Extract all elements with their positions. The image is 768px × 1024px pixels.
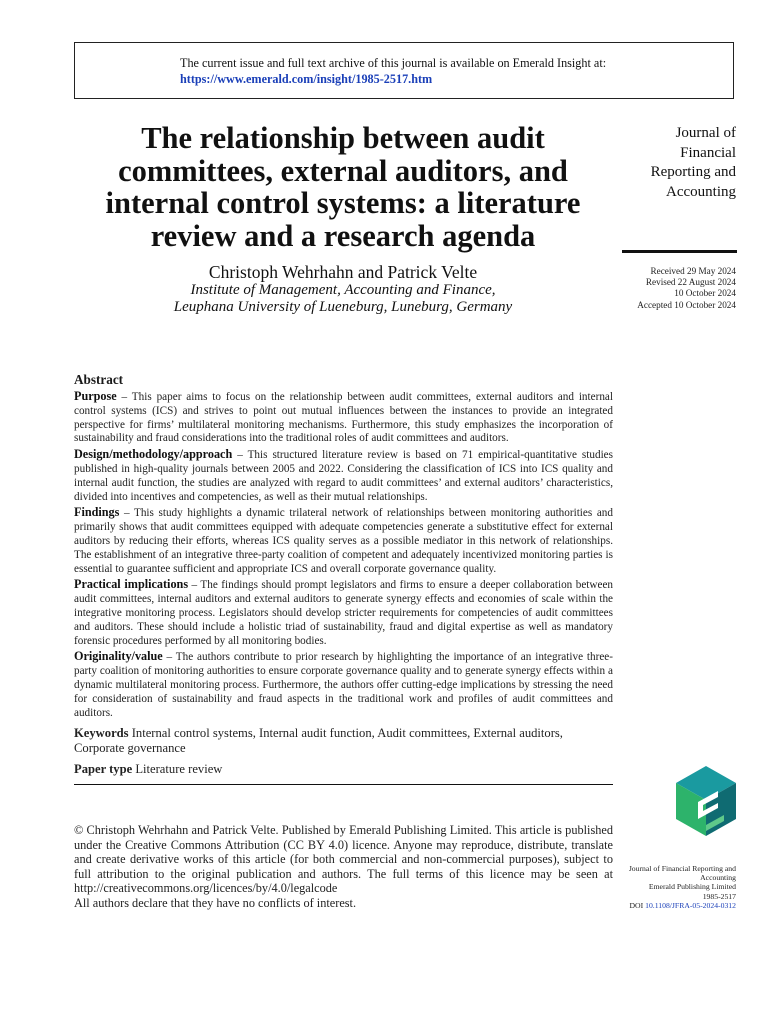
abstract-heading: Abstract	[74, 372, 124, 387]
journal-name-line: Financial	[680, 144, 736, 161]
journal-metadata	[629, 864, 736, 910]
paper-type-label: Paper type	[74, 762, 133, 777]
journal-name-line: Reporting and	[650, 164, 736, 180]
journal-divider	[622, 250, 737, 253]
journal-name-line: Accounting	[666, 183, 736, 200]
section-text: – This structured literature review is based on 71 empirical-quantitative studies published in high-quality journals between 2005 and 2022. Considering the classification of ICS into ICS quality and internal audit function, the studies are analyzed with regard to audit committees’ and external auditors’ characteristics, divided into incentives and competencies, as well as their mutual relationships.	[74, 449, 613, 503]
journal-meta-line: Accounting	[700, 873, 736, 883]
title-line: internal control systems: a literature	[105, 186, 581, 220]
doi-line	[629, 901, 736, 910]
section-label: Purpose	[74, 389, 117, 403]
title-line: The relationship between audit	[141, 121, 545, 155]
article-title	[74, 122, 612, 252]
emerald-logo-icon	[674, 765, 738, 837]
keywords-text: Internal control systems, Internal audit function, Audit committees, External auditors, Corporate governance	[74, 726, 563, 756]
abstract-originality	[74, 650, 613, 720]
section-text: – The findings should prompt legislators and firms to ensure a deeper collaboration between audit committees, internal auditors and external auditors to generate synergy effects and economies of scale within the integrative monitoring process. Legislators should develop stricter requirements for competencies of audit committees and auditors. These should include a holistic triad of sustainability, fraud and digital expertise as well as mandatory forensic procedures performed by all monitoring bodies.	[74, 579, 614, 647]
paper-type-text: Literature review	[132, 762, 223, 777]
abstract-purpose	[74, 390, 613, 446]
section-text: – This study highlights a dynamic trilateral network of relationships between monitoring authorities and primarily shows that audit committees equipped with adequate competencies generate a substitutive effect for external auditors by reducing their efforts, whereas ICS quality serves as a possible mediator in this network of relationships. The establishment of an integrative three-party coalition of competent and adequately incentivized monitoring parties is essential to guarantee sufficient and appropriate ICS and overall corporate governance quality.	[74, 507, 613, 575]
doi-link[interactable]: 10.1108/JFRA-05-2024-0312	[645, 900, 736, 910]
revised-date: Revised 22 August 2024	[645, 277, 736, 288]
abstract-divider	[74, 784, 613, 785]
abstract-section	[74, 372, 613, 785]
licence-notice	[74, 823, 613, 911]
paper-type	[74, 762, 613, 777]
section-label: Practical implications	[74, 577, 189, 592]
accepted-date: Accepted 10 October 2024	[637, 299, 736, 310]
section-text: – The authors contribute to prior research by highlighting the importance of an integrative three-party coalition of monitoring authorities to ensure corporate governance quality and to generate synergy effects within a dynamic multilateral monitoring process. Furthermore, the authors offer cutting-edge implications by stressing the need for consideration of sustainability and fraud aspects in the traditional work and profiles of audit committees and auditors.	[74, 651, 613, 719]
journal-name-line: Journal of	[675, 125, 736, 141]
licence-text: © Christoph Wehrhahn and Patrick Velte. Published by Emerald Publishing Limited. This article is published under the Creative Commons Attribution (CC BY 4.0) licence. Anyone may reproduce, distribute, translate and create derivative works of this article (for both commercial and non-commercial purposes), subject to full attribution to the original publication and authors. The full terms of this licence may be seen at http://creativecommons.org/licences/by/4.0/legalcode	[74, 823, 613, 896]
received-date: Received 29 May 2024	[650, 266, 736, 276]
publisher: Emerald Publishing Limited	[648, 882, 736, 892]
journal-name	[651, 124, 736, 202]
author-names: Christoph Wehrhahn and Patrick Velte	[208, 262, 478, 282]
title-line: review and a research agenda	[150, 218, 536, 253]
section-label: Findings	[74, 505, 120, 520]
journal-archive-link[interactable]: https://www.emerald.com/insight/1985-2517.htm	[180, 72, 433, 86]
access-notice-text: The current issue and full text archive of this journal is available on Emerald Insight at:	[180, 56, 607, 70]
journal-meta-line: Journal of Financial Reporting and	[628, 864, 736, 873]
keywords	[74, 726, 613, 756]
title-line: committees, external auditors, and	[118, 153, 568, 188]
section-label: Design/methodology/approach	[74, 447, 233, 462]
revised-date-2: 10 October 2024	[674, 288, 736, 299]
section-label: Originality/value	[74, 649, 163, 664]
article-dates	[637, 266, 736, 311]
access-notice-box	[74, 42, 734, 99]
abstract-design	[74, 448, 613, 504]
keywords-label: Keywords	[74, 726, 129, 741]
abstract-practical-implications	[74, 578, 613, 648]
affiliation-line-1: Institute of Management, Accounting and Finance,	[190, 282, 496, 298]
section-text: – This paper aims to focus on the relationship between audit committees, external auditors and internal control systems (ICS) and strives to point out mutual influences between the instances to provide an integrated perspective for firms’ multilateral monitoring mechanisms. Furthermore, this study emphasizes the incorporation of sustainability and fraud considerations into the traditional roles of audit committees and auditors.	[74, 391, 613, 445]
abstract-findings	[74, 506, 613, 576]
conflict-statement: All authors declare that they have no conflicts of interest.	[74, 895, 357, 910]
issn: 1985-2517	[702, 891, 736, 901]
affiliation-line-2: Leuphana University of Lueneburg, Luneburg, Germany	[173, 299, 513, 315]
doi-label: DOI	[629, 900, 644, 910]
